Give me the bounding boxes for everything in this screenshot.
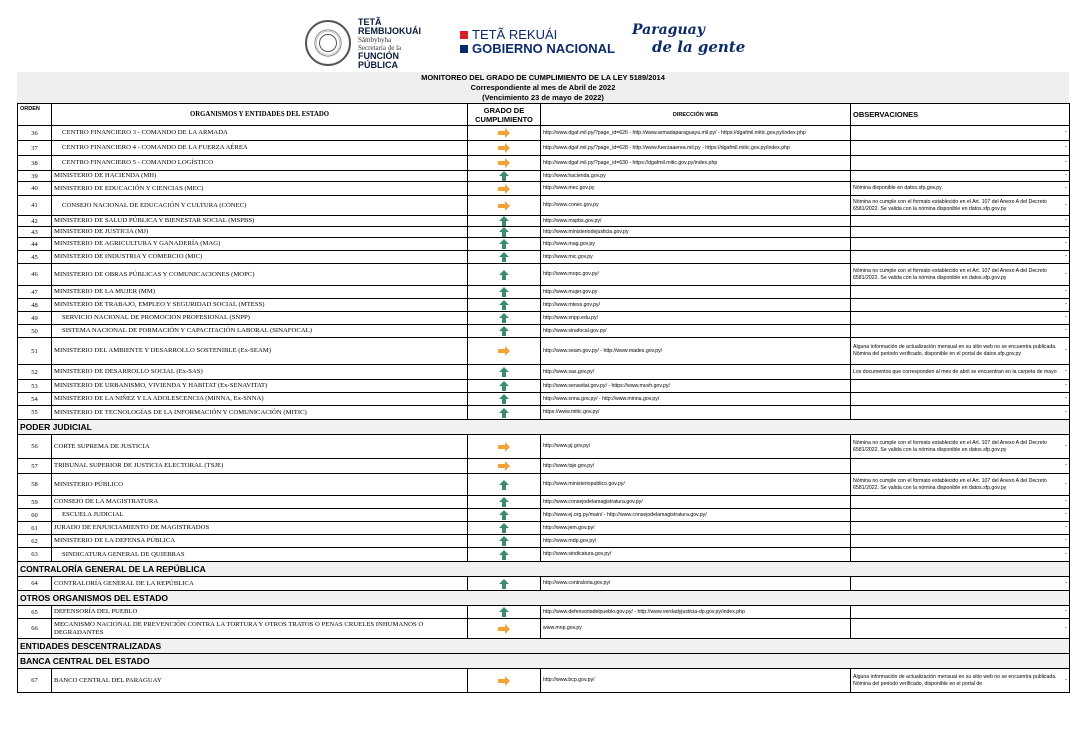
- arrow-up-icon: [497, 239, 511, 249]
- compliance-grade: [468, 496, 541, 509]
- arrow-right-icon: [497, 201, 511, 211]
- observation-dash: -: [1065, 409, 1067, 415]
- observation: [851, 156, 1070, 171]
- observation-dash: -: [1065, 327, 1067, 334]
- row-number: 47: [18, 286, 52, 299]
- compliance-grade: [468, 380, 541, 393]
- organism-name: CENTRO FINANCIERO 4 - COMANDO DE LA FUERZA AÉREA: [52, 141, 468, 156]
- row-number: 65: [18, 606, 52, 619]
- row-number: 44: [18, 238, 52, 251]
- organism-name: CONSEJO NACIONAL DE EDUCACIÓN Y CULTURA (CONEC): [52, 196, 468, 216]
- table-row: [18, 496, 1070, 509]
- organism-name: SINDICATURA GENERAL DE QUIEBRAS: [52, 548, 468, 562]
- table-row: [18, 577, 1070, 591]
- organism-name: MINISTERIO DE AGRICULTURA Y GANADERÍA (MAG): [52, 238, 468, 251]
- observation-text: Nómina no cumple con el formato establecido en el Art. 107 del Anexo A del Decreto 6581/2022. Se valida con la nómina disponible en datos.sfp.gov.py: [853, 439, 1047, 453]
- col-organismos: ORGANISMOS Y ENTIDADES DEL ESTADO: [52, 104, 468, 126]
- table-row: [18, 156, 1070, 171]
- observation-dash: -: [1065, 129, 1067, 136]
- arrow-up-icon: [497, 216, 511, 226]
- compliance-grade: [468, 312, 541, 325]
- observation-dash: -: [1065, 382, 1067, 389]
- compliance-grade: [468, 156, 541, 171]
- organism-name: MINISTERIO DE TECNOLOGÍAS DE LA INFORMACIÓN Y COMUNICACIÓN (MITIC): [52, 406, 468, 420]
- row-number: 52: [18, 365, 52, 380]
- web-address: http://www.ministeriopublico.gov.py/: [541, 474, 851, 496]
- compliance-grade: [468, 264, 541, 286]
- table-row: [18, 535, 1070, 548]
- observation-dash: -: [1065, 608, 1067, 615]
- arrow-up-icon: [497, 523, 511, 533]
- observation-dash: -: [1065, 580, 1067, 586]
- observation-dash: -: [1065, 144, 1067, 151]
- compliance-grade: [468, 435, 541, 459]
- table-row: [18, 474, 1070, 496]
- observation-dash: -: [1065, 462, 1067, 469]
- observation-dash: -: [1065, 288, 1067, 295]
- arrow-right-icon: [497, 461, 511, 471]
- organism-name: MINISTERIO DE OBRAS PÚBLICAS Y COMUNICACIONES (MOPC): [52, 264, 468, 286]
- organism-name: BANCO CENTRAL DEL PARAGUAY: [52, 669, 468, 693]
- row-number: 51: [18, 338, 52, 365]
- arrow-up-icon: [497, 536, 511, 546]
- table-row: [18, 406, 1070, 420]
- compliance-grade: [468, 171, 541, 182]
- web-address: http://www.dgaf.mil.py/?page_id=630 - https://dgafmil.mitic.gov.py/index.php: [541, 156, 851, 171]
- arrow-up-icon: [497, 227, 511, 237]
- observation: [851, 459, 1070, 474]
- row-number: 62: [18, 535, 52, 548]
- organism-name: SISTEMA NACIONAL DE FORMACIÓN Y CAPACITACIÓN LABORAL (SINAFOCAL): [52, 325, 468, 338]
- table-row: [18, 299, 1070, 312]
- web-address: http://www.seam.gov.py/ - http://www.mades.gov.py/: [541, 338, 851, 365]
- organism-name: MINISTERIO DE SALUD PÚBLICA Y BIENESTAR SOCIAL (MSPBS): [52, 216, 468, 227]
- organism-name: ESCUELA JUDICIAL: [52, 509, 468, 522]
- arrow-right-icon: [497, 128, 511, 138]
- table-row: [18, 606, 1070, 619]
- section-title: ENTIDADES DESCENTRALIZADAS: [18, 639, 1070, 654]
- observation: [851, 171, 1070, 182]
- organism-name: CONSEJO DE LA MAGISTRATURA: [52, 496, 468, 509]
- table-row: [18, 509, 1070, 522]
- row-number: 50: [18, 325, 52, 338]
- observation-dash: -: [1065, 240, 1067, 247]
- table-row: [18, 182, 1070, 196]
- web-address: http://www.mujer.gov.py: [541, 286, 851, 299]
- row-number: 40: [18, 182, 52, 196]
- observation: [851, 619, 1070, 639]
- web-address: http://www.mspbs.gov.py/: [541, 216, 851, 227]
- arrow-up-icon: [497, 252, 511, 262]
- observation: [851, 325, 1070, 338]
- web-address: http://www.ministeriodejusticia.gov.py: [541, 227, 851, 238]
- organism-name: MINISTERIO DE TRABAJO, EMPLEO Y SEGURIDAD SOCIAL (MTESS): [52, 299, 468, 312]
- row-number: 60: [18, 509, 52, 522]
- row-number: 59: [18, 496, 52, 509]
- organism-name: MINISTERIO DE JUSTICIA (MJ): [52, 227, 468, 238]
- table-row: [18, 238, 1070, 251]
- web-address: http://www.ej.org.py/main/ - http://www.consejodelamagistratura.gov.py/: [541, 509, 851, 522]
- observation-dash: -: [1065, 625, 1067, 631]
- observation: [851, 264, 1070, 286]
- organism-name: MINISTERIO PÚBLICO: [52, 474, 468, 496]
- gobierno-nacional-logo: TETÃ REKUÁI GOBIERNO NACIONAL: [460, 28, 615, 56]
- arrow-up-icon: [497, 510, 511, 520]
- table-row: [18, 435, 1070, 459]
- observation-dash: -: [1065, 228, 1067, 235]
- organism-name: JURADO DE ENJUICIAMIENTO DE MAGISTRADOS: [52, 522, 468, 535]
- compliance-grade: [468, 216, 541, 227]
- observation-dash: -: [1065, 498, 1067, 505]
- compliance-grade: [468, 227, 541, 238]
- compliance-grade: [468, 251, 541, 264]
- observation: [851, 196, 1070, 216]
- arrow-up-icon: [497, 607, 511, 617]
- table-row: [18, 251, 1070, 264]
- observation: [851, 509, 1070, 522]
- web-address: http://www.tsje.gov.py/: [541, 459, 851, 474]
- section-header-row: [18, 420, 1070, 435]
- table-row: [18, 312, 1070, 325]
- row-number: 56: [18, 435, 52, 459]
- observation-dash: -: [1065, 202, 1067, 208]
- arrow-up-icon: [497, 381, 511, 391]
- observation: [851, 365, 1070, 380]
- observation-dash: -: [1065, 537, 1067, 544]
- compliance-grade: [468, 606, 541, 619]
- table-row: [18, 216, 1070, 227]
- observation: [851, 393, 1070, 406]
- observation-text: Alguna información de actualización mensual en su sitio web no se encuentra publicada. Nómina del periodo verificado, disponible en el portal de: [853, 673, 1057, 687]
- section-header-row: [18, 654, 1070, 669]
- observation: [851, 548, 1070, 562]
- web-address: http://www.sas.gov.py/: [541, 365, 851, 380]
- arrow-up-icon: [497, 326, 511, 336]
- row-number: 38: [18, 156, 52, 171]
- row-number: 46: [18, 264, 52, 286]
- compliance-grade: [468, 619, 541, 639]
- arrow-up-icon: [497, 270, 511, 280]
- observation-dash: -: [1065, 481, 1067, 487]
- organism-name: MECANISMO NACIONAL DE PREVENCIÓN CONTRA LA TORTURA Y OTROS TRATOS O PENAS CRUELES INHUMANOS O DEGRADANTES: [52, 619, 468, 639]
- organism-name: DEFENSORÍA DEL PUEBLO: [52, 606, 468, 619]
- arrow-up-icon: [497, 287, 511, 297]
- table-row: [18, 548, 1070, 562]
- observation: [851, 312, 1070, 325]
- observation: [851, 380, 1070, 393]
- row-number: 64: [18, 577, 52, 591]
- observation-dash: -: [1065, 217, 1067, 224]
- organism-name: MINISTERIO DE LA NIÑEZ Y LA ADOLESCENCIA (MINNA, Ex-SNNA): [52, 393, 468, 406]
- row-number: 48: [18, 299, 52, 312]
- observation-text: Nómina no cumple con el formato establecido en el Art. 107 del Anexo A del Decreto 6581/2022. Se valida con la nómina disponible en datos.sfp.gov.py: [853, 267, 1047, 281]
- web-address: http://www.bcp.gov.py/: [541, 669, 851, 693]
- organism-name: MINISTERIO DE LA DEFENSA PÚBLICA: [52, 535, 468, 548]
- arrow-up-icon: [497, 367, 511, 377]
- arrow-up-icon: [497, 497, 511, 507]
- arrow-up-icon: [497, 408, 511, 418]
- row-number: 41: [18, 196, 52, 216]
- observation-text: Alguna información de actualización mensual en su sitio web no se encuentra publicada. Nómina del periodo verificado, disponible en el portal de datos.sfp.gov.py: [853, 344, 1057, 357]
- arrow-up-icon: [497, 300, 511, 310]
- compliance-grade: [468, 393, 541, 406]
- observation-text: Nómina disponible en datos.sfp.gov.py: [853, 185, 942, 191]
- section-title: BANCA CENTRAL DEL ESTADO: [18, 654, 1070, 669]
- web-address: http://www.pj.gov.py/: [541, 435, 851, 459]
- table-row: [18, 171, 1070, 182]
- web-address: http://www.sindicatura.gov.py/: [541, 548, 851, 562]
- web-address: http://www.snna.gov.py/ - http://www.minna.gov.py/: [541, 393, 851, 406]
- web-address: http://www.senavitat.gov.py/ - https://www.muvh.gov.py/: [541, 380, 851, 393]
- web-address: http://www.snpp.edu.py/: [541, 312, 851, 325]
- web-address: http://www.mic.gov.py: [541, 251, 851, 264]
- web-address: http://www.jem.gov.py/: [541, 522, 851, 535]
- organism-name: MINISTERIO DEL AMBIENTE Y DESARROLLO SOSTENIBLE (Ex-SEAM): [52, 338, 468, 365]
- observation-dash: -: [1065, 443, 1067, 449]
- arrow-right-icon: [497, 676, 511, 686]
- organism-name: TRIBUNAL SUPERIOR DE JUSTICIA ELECTORAL (TSJE): [52, 459, 468, 474]
- row-number: 37: [18, 141, 52, 156]
- section-title: PODER JUDICIAL: [18, 420, 1070, 435]
- row-number: 67: [18, 669, 52, 693]
- observation-text: Nómina no cumple con el formato establecido en el Art. 107 del Anexo A del Decreto 6581/2022. Se valida con la nómina disponible en datos.sfp.gov.py: [853, 198, 1047, 212]
- compliance-grade: [468, 196, 541, 216]
- table-row: [18, 264, 1070, 286]
- compliance-grade: [468, 474, 541, 496]
- compliance-grade: [468, 577, 541, 591]
- compliance-grade: [468, 126, 541, 141]
- arrow-right-icon: [497, 158, 511, 168]
- organism-name: CENTRO FINANCIERO 5 - COMANDO LOGÍSTICO: [52, 156, 468, 171]
- observation: [851, 474, 1070, 496]
- observation-dash: -: [1065, 271, 1067, 277]
- observation: [851, 286, 1070, 299]
- report-title: MONITOREO DEL GRADO DE CUMPLIMIENTO DE LA LEY 5189/2014 Correspondiente al mes de Abril de 2022 (Vencimiento 23 de mayo de 2022): [17, 72, 1069, 103]
- compliance-grade: [468, 548, 541, 562]
- observation-dash: -: [1065, 301, 1067, 308]
- organism-name: MINISTERIO DE URBANISMO, VIVIENDA Y HABITAT (Ex-SENAVITAT): [52, 380, 468, 393]
- page-header: [0, 0, 1086, 72]
- observation: [851, 669, 1070, 693]
- compliance-grade: [468, 509, 541, 522]
- table-row: [18, 669, 1070, 693]
- compliance-grade: [468, 182, 541, 196]
- web-address: http://www.dgaf.mil.py/?page_id=628 - http://www.fuerzaaerea.mil.py - https://dgafmil.mitic.gov.py/index.php: [541, 141, 851, 156]
- organism-name: CONTRALORÍA GENERAL DE LA REPÚBLICA: [52, 577, 468, 591]
- row-number: 61: [18, 522, 52, 535]
- web-address: http://www.consejodelamagistratura.gov.py/: [541, 496, 851, 509]
- table-row: [18, 380, 1070, 393]
- web-address: http://www.mdp.gov.py/: [541, 535, 851, 548]
- section-title: CONTRALORÍA GENERAL DE LA REPÚBLICA: [18, 562, 1070, 577]
- col-observaciones: OBSERVACIONES: [851, 104, 1070, 126]
- web-address: http://www.mec.gov.py: [541, 182, 851, 196]
- table-row: [18, 522, 1070, 535]
- table-row: [18, 126, 1070, 141]
- table-row: [18, 393, 1070, 406]
- observation-dash: -: [1065, 677, 1067, 683]
- organism-name: MINISTERIO DE EDUCACIÓN Y CIENCIAS (MEC): [52, 182, 468, 196]
- compliance-table: [17, 103, 1070, 693]
- web-address: www.mnp.gov.py: [541, 619, 851, 639]
- observation: [851, 496, 1070, 509]
- sfp-logo: TETÃ REMBIJOKUÁI Sãmbyhyha Secretaría de la FUNCIÓN PÚBLICA: [358, 17, 422, 70]
- web-address: http://www.conec.gov.py: [541, 196, 851, 216]
- observation: [851, 141, 1070, 156]
- row-number: 49: [18, 312, 52, 325]
- observation-dash: -: [1065, 368, 1067, 375]
- arrow-up-icon: [497, 313, 511, 323]
- observation: [851, 406, 1070, 420]
- arrow-right-icon: [497, 184, 511, 194]
- observation-dash: -: [1065, 395, 1067, 402]
- organism-name: SERVICIO NACIONAL DE PROMOCION PROFESIONAL (SNPP): [52, 312, 468, 325]
- government-seal-icon: [305, 20, 351, 66]
- table-row: [18, 325, 1070, 338]
- observation: [851, 126, 1070, 141]
- observation-dash: -: [1065, 551, 1067, 557]
- section-header-row: [18, 591, 1070, 606]
- observation: [851, 577, 1070, 591]
- compliance-grade: [468, 365, 541, 380]
- table-row: [18, 338, 1070, 365]
- web-address: http://www.contraloria.gov.py/: [541, 577, 851, 591]
- web-address: http://www.hacienda.gov.py: [541, 171, 851, 182]
- compliance-grade: [468, 299, 541, 312]
- observation-dash: -: [1065, 159, 1067, 166]
- col-grado: GRADO DE CUMPLIMIENTO: [468, 104, 541, 126]
- arrow-up-icon: [497, 579, 511, 589]
- web-address: http://www.dgaf.mil.py/?page_id=626 - http://www.armadaparaguaya.mil.py/ - https://dgafmil.mitic.gov.py/index.php: [541, 126, 851, 141]
- compliance-grade: [468, 325, 541, 338]
- arrow-up-icon: [497, 171, 511, 181]
- arrow-up-icon: [497, 480, 511, 490]
- web-address: http://www.sinafocal.gov.py/: [541, 325, 851, 338]
- observation: [851, 435, 1070, 459]
- table-row: [18, 459, 1070, 474]
- row-number: 36: [18, 126, 52, 141]
- web-address: http://www.mag.gov.py: [541, 238, 851, 251]
- compliance-grade: [468, 338, 541, 365]
- web-address: http://www.mtess.gov.py/: [541, 299, 851, 312]
- organism-name: MINISTERIO DE HACIENDA (MH): [52, 171, 468, 182]
- arrow-right-icon: [497, 143, 511, 153]
- observation: [851, 606, 1070, 619]
- arrow-up-icon: [497, 394, 511, 404]
- compliance-grade: [468, 286, 541, 299]
- table-row: [18, 141, 1070, 156]
- section-header-row: [18, 562, 1070, 577]
- row-number: 45: [18, 251, 52, 264]
- observation-dash: -: [1065, 185, 1067, 191]
- arrow-right-icon: [497, 624, 511, 634]
- table-row: [18, 196, 1070, 216]
- compliance-grade: [468, 459, 541, 474]
- observation: [851, 522, 1070, 535]
- row-number: 55: [18, 406, 52, 420]
- compliance-grade: [468, 141, 541, 156]
- table-row: [18, 286, 1070, 299]
- arrow-right-icon: [497, 442, 511, 452]
- table-row: [18, 227, 1070, 238]
- row-number: 39: [18, 171, 52, 182]
- compliance-grade: [468, 522, 541, 535]
- observation: [851, 238, 1070, 251]
- organism-name: MINISTERIO DE INDUSTRIA Y COMERCIO (MIC): [52, 251, 468, 264]
- observation-dash: -: [1065, 347, 1067, 354]
- observation: [851, 299, 1070, 312]
- arrow-right-icon: [497, 346, 511, 356]
- paraguay-de-la-gente-logo: Paraguay de la gente: [632, 22, 746, 56]
- col-orden: ORDEN: [18, 104, 52, 126]
- observation-dash: -: [1065, 314, 1067, 321]
- row-number: 57: [18, 459, 52, 474]
- row-number: 42: [18, 216, 52, 227]
- observation: [851, 338, 1070, 365]
- row-number: 43: [18, 227, 52, 238]
- observation-dash: -: [1065, 511, 1067, 518]
- row-number: 66: [18, 619, 52, 639]
- organism-name: CORTE SUPREMA DE JUSTICIA: [52, 435, 468, 459]
- observation-dash: -: [1065, 172, 1067, 179]
- observation-dash: -: [1065, 524, 1067, 531]
- section-header-row: [18, 639, 1070, 654]
- organism-name: MINISTERIO DE DESARROLLO SOCIAL (Ex-SAS): [52, 365, 468, 380]
- observation-text: Nómina no cumple con el formato establecido en el Art. 107 del Anexo A del Decreto 6581/2022. Se valida con la nómina disponible en datos.sfp.gov.py: [853, 477, 1047, 491]
- observation: [851, 251, 1070, 264]
- web-address: http://www.mopc.gov.py/: [541, 264, 851, 286]
- compliance-grade: [468, 406, 541, 420]
- compliance-grade: [468, 535, 541, 548]
- table-row: [18, 619, 1070, 639]
- row-number: 58: [18, 474, 52, 496]
- arrow-up-icon: [497, 550, 511, 560]
- row-number: 63: [18, 548, 52, 562]
- observation: [851, 227, 1070, 238]
- observation: [851, 535, 1070, 548]
- observation-text: Los documentos que corresponden al mes de abril se encuentran en la carpeta de mayo: [853, 368, 1057, 375]
- organism-name: MINISTERIO DE LA MUJER (MM): [52, 286, 468, 299]
- web-address: https://www.mitic.gov.py/: [541, 406, 851, 420]
- compliance-grade: [468, 238, 541, 251]
- col-direccion-web: DIRECCIÓN WEB: [541, 104, 851, 126]
- row-number: 53: [18, 380, 52, 393]
- organism-name: CENTRO FINANCIERO 3 - COMANDO DE LA ARMADA: [52, 126, 468, 141]
- observation-dash: -: [1065, 253, 1067, 260]
- table-row: [18, 365, 1070, 380]
- row-number: 54: [18, 393, 52, 406]
- compliance-grade: [468, 669, 541, 693]
- observation: [851, 182, 1070, 196]
- section-title: OTROS ORGANISMOS DEL ESTADO: [18, 591, 1070, 606]
- observation: [851, 216, 1070, 227]
- web-address: http://www.defensoriadelpueblo.gov.py/ - http://www.verdadyjusticia-dp.gov.py/index.php: [541, 606, 851, 619]
